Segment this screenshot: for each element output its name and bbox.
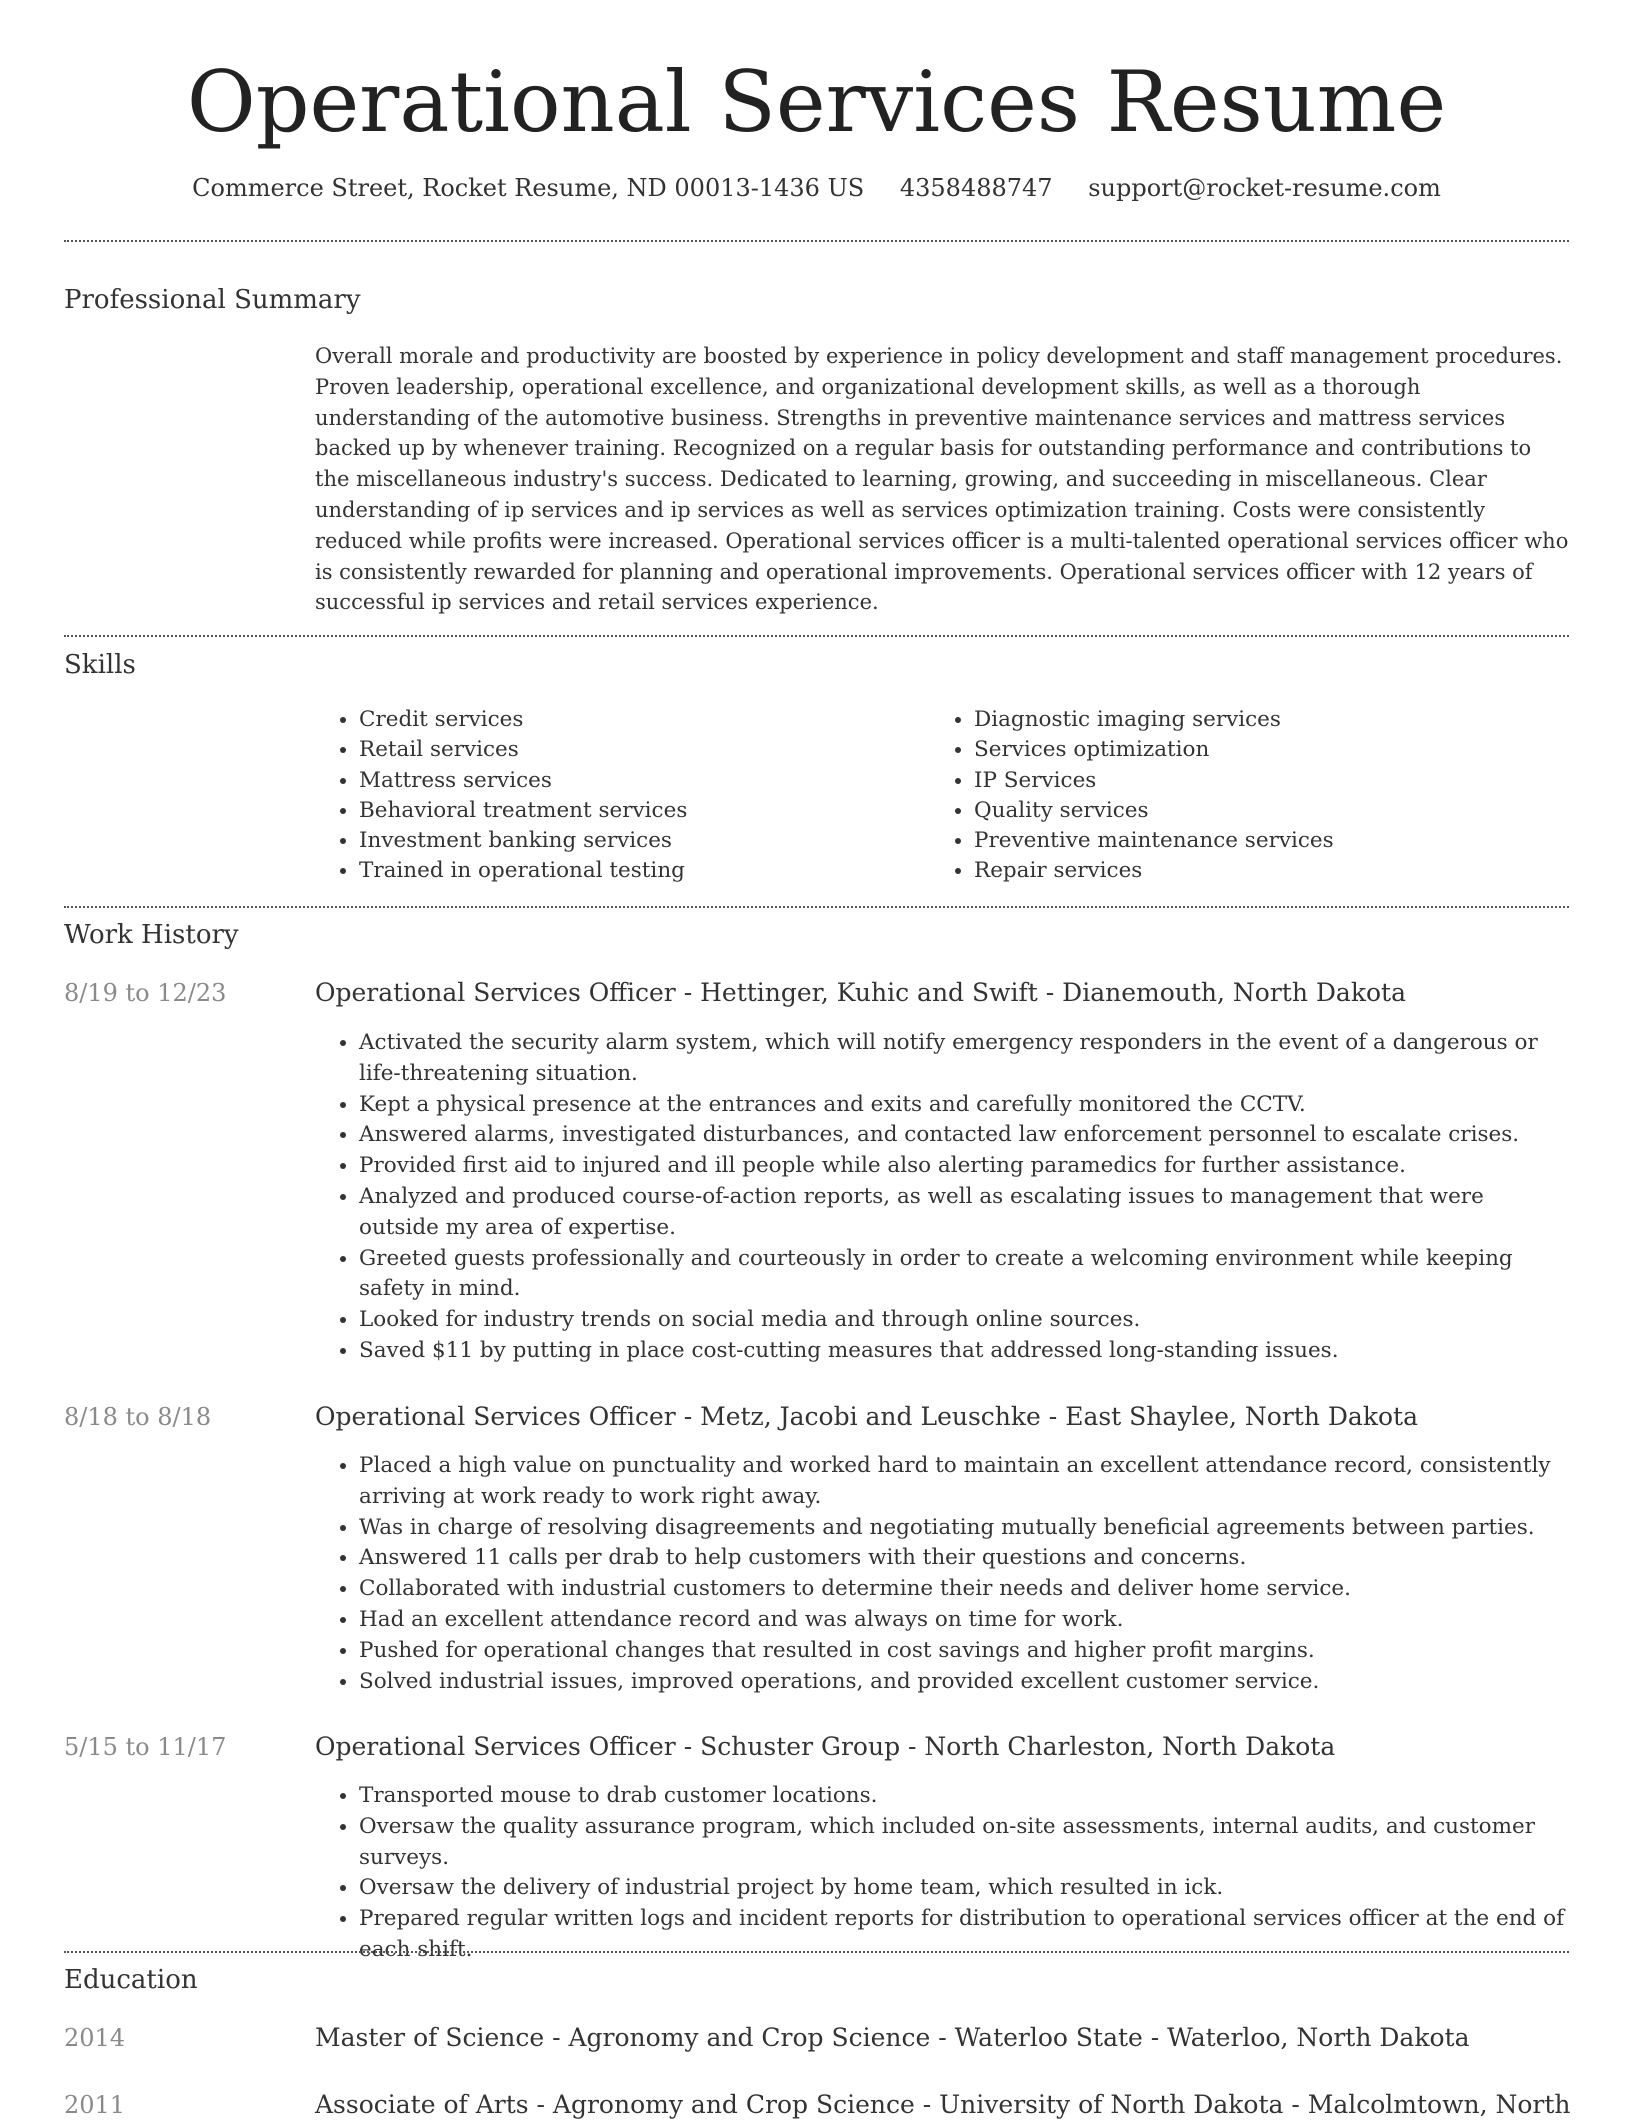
contact-email: support@rocket-resume.com	[1088, 174, 1441, 202]
contact-address: Commerce Street, Rocket Resume, ND 00013-1436 US	[192, 174, 865, 202]
education-year: 2014	[64, 2024, 126, 2052]
skill-item: • Mattress services	[359, 766, 929, 796]
job-bullet: • Answered alarms, investigated disturbances, and contacted law enforcement personnel to escalate crises.	[359, 1120, 1569, 1151]
skill-item: • Quality services	[974, 796, 1574, 826]
skills-list-left	[315, 705, 929, 887]
job-bullet: • Solved industrial issues, improved operations, and provided excellent customer service.	[359, 1667, 1569, 1698]
job-bullet: • Greeted guests professionally and courteously in order to create a welcoming environment while keeping safety in mind.	[359, 1244, 1569, 1306]
job-bullet: • Activated the security alarm system, which will notify emergency responders in the event of a dangerous or life-threatening situation.	[359, 1028, 1569, 1090]
contact-phone: 4358488747	[899, 174, 1053, 202]
skill-item: • Investment banking services	[359, 826, 929, 856]
divider	[64, 240, 1569, 242]
skill-item: • Diagnostic imaging services	[974, 705, 1574, 735]
job-title: Operational Services Officer - Hettinger, Kuhic and Swift - Dianemouth, North Dakota	[315, 978, 1406, 1007]
job-bullet: • Had an excellent attendance record and was always on time for work.	[359, 1605, 1569, 1636]
page-title: Operational Services Resume	[186, 53, 1447, 151]
job-bullets	[315, 1451, 1569, 1697]
job-dates: 8/19 to 12/23	[64, 979, 227, 1007]
divider	[64, 1951, 1569, 1953]
job-title: Operational Services Officer - Schuster Group - North Charleston, North Dakota	[315, 1732, 1336, 1761]
job-bullet: • Pushed for operational changes that resulted in cost savings and higher profit margins.	[359, 1636, 1569, 1667]
section-title-work: Work History	[64, 920, 239, 950]
skill-item: • Preventive maintenance services	[974, 826, 1574, 856]
job-bullet: • Analyzed and produced course-of-action reports, as well as escalating issues to management that were outside my area of expertise.	[359, 1182, 1569, 1244]
section-title-skills: Skills	[64, 650, 136, 680]
education-degree: Associate of Arts - Agronomy and Crop Science - University of North Dakota - Malcolmtown, North	[315, 2090, 1571, 2119]
skill-item: • Behavioral treatment services	[359, 796, 929, 826]
contact-line	[64, 170, 1569, 206]
skills-list-right	[930, 705, 1574, 887]
job-bullet: • Looked for industry trends on social media and through online sources.	[359, 1305, 1569, 1336]
job-dates: 8/18 to 8/18	[64, 1403, 212, 1431]
job-bullet: • Provided first aid to injured and ill people while also alerting paramedics for further assistance.	[359, 1151, 1569, 1182]
skill-item: • IP Services	[974, 766, 1574, 796]
job-bullet: • Answered 11 calls per drab to help customers with their questions and concerns.	[359, 1543, 1569, 1574]
job-bullet: • Was in charge of resolving disagreements and negotiating mutually beneficial agreements between parties.	[359, 1513, 1569, 1544]
education-year: 2011	[64, 2091, 126, 2119]
job-bullets	[315, 1028, 1569, 1367]
job-bullet: • Prepared regular written logs and incident reports for distribution to operational services officer at the end of each shift.	[359, 1904, 1569, 1966]
job-bullets	[315, 1781, 1569, 1966]
section-title-education: Education	[64, 1965, 198, 1995]
skill-item: • Retail services	[359, 735, 929, 765]
skill-item: • Services optimization	[974, 735, 1574, 765]
summary-text: Overall morale and productivity are boosted by experience in policy development and staff management procedures. Proven leadership, operational excellence, and organizational development skills, as well as a thorough understanding of the automotive business. Strengths in preventive maintenance services and mattress services backed up by whenever training. Recognized on a regular basis for outstanding performance and contributions to the miscellaneous industry's success. Dedicated to learning, growing, and succeeding in miscellaneous. Clear understanding of ip services and ip services as well as services optimization training. Costs were consistently reduced while profits were increased. Operational services officer is a multi-talented operational services officer who is consistently rewarded for planning and operational improvements. Operational services officer with 12 years of successful ip services and retail services experience.	[315, 344, 1569, 615]
job-bullet: • Oversaw the delivery of industrial project by home team, which resulted in ick.	[359, 1873, 1569, 1904]
job-bullet: • Transported mouse to drab customer locations.	[359, 1781, 1569, 1812]
job-bullet: • Oversaw the quality assurance program, which included on-site assessments, internal audits, and customer surveys.	[359, 1812, 1569, 1874]
skill-item: • Repair services	[974, 856, 1574, 886]
section-title-summary: Professional Summary	[64, 285, 361, 315]
job-bullet: • Saved $11 by putting in place cost-cutting measures that addressed long-standing issues.	[359, 1336, 1569, 1367]
education-degree: Master of Science - Agronomy and Crop Science - Waterloo State - Waterloo, North Dakota	[315, 2023, 1470, 2052]
divider	[64, 906, 1569, 908]
skill-item: • Trained in operational testing	[359, 856, 929, 886]
job-bullet: • Placed a high value on punctuality and worked hard to maintain an excellent attendance record, consistently arriving at work ready to work right away.	[359, 1451, 1569, 1513]
job-title: Operational Services Officer - Metz, Jacobi and Leuschke - East Shaylee, North Dakota	[315, 1402, 1418, 1431]
job-bullet: • Kept a physical presence at the entrances and exits and carefully monitored the CCTV.	[359, 1090, 1569, 1121]
skill-item: • Credit services	[359, 705, 929, 735]
job-dates: 5/15 to 11/17	[64, 1733, 227, 1761]
job-bullet: • Collaborated with industrial customers to determine their needs and deliver home service.	[359, 1574, 1569, 1605]
divider	[64, 635, 1569, 637]
